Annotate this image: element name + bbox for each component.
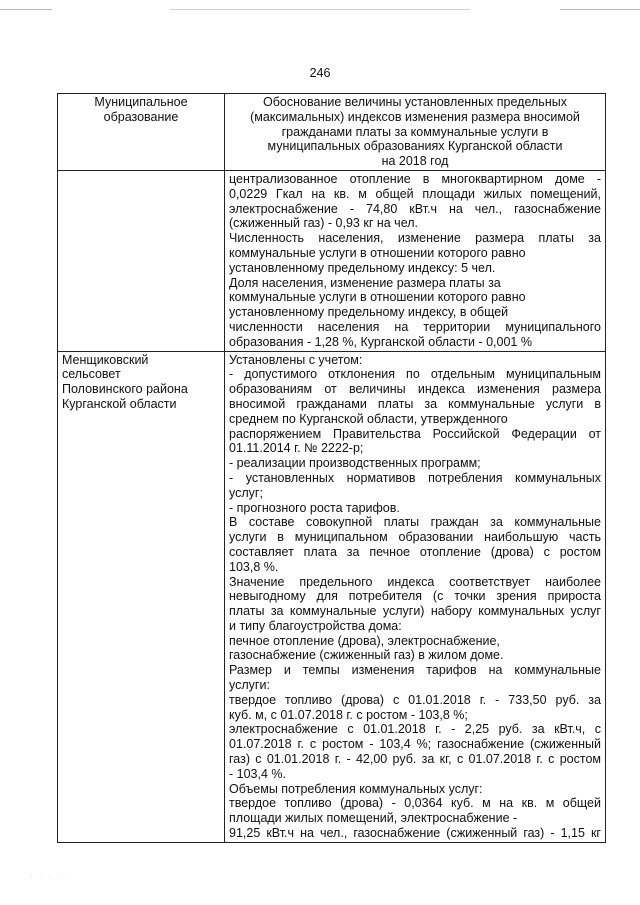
text-line: установленному предельному индексу: 5 чел. [229, 260, 496, 275]
header-line: муниципальных образованиях Курганской области [267, 139, 563, 154]
text-line: В составе совокупной платы граждан за коммунальные [229, 515, 601, 530]
text-line: Значение предельного индекса соответствует наиболее [229, 574, 601, 589]
text-line: Размер и темпы изменения тарифов на коммунальные [229, 663, 601, 678]
text-line: (сжиженный газ) - 0,93 кг на чел. [229, 216, 419, 231]
header-line: Обоснование величины установленных предельных [263, 95, 567, 109]
text-line: печное отопление (дрова), электроснабжение, [229, 633, 500, 648]
header-line: на 2018 год [381, 154, 449, 169]
text-line: услуги: [229, 678, 270, 693]
scan-noise: · · · · · [30, 872, 71, 881]
scan-artifact-line [170, 9, 470, 10]
table-row [58, 170, 606, 351]
text-line: - 103,4 %. [229, 766, 286, 781]
text-line: невыгодному для потребителя (с точки зрения прироста [229, 589, 601, 604]
municipality-name-line: Менщиковский [62, 352, 149, 367]
text-line: услуги в муниципальном образовании наибольшую часть [229, 530, 601, 545]
municipality-name-cell [58, 351, 225, 842]
table-header-row [58, 94, 606, 171]
justification-cell [225, 170, 606, 351]
municipality-name-line: сельсовет [62, 367, 121, 382]
text-line: 103,8 %. [229, 559, 279, 574]
text-line: и типу благоустройства дома: [229, 618, 402, 633]
text-line: газоснабжение (сжиженный газ) в жилом доме. [229, 648, 504, 663]
header-line: гражданами платы за коммунальные услуги в [281, 124, 549, 139]
header-municipality [58, 94, 225, 171]
text-line: распоряжением Правительства Российской Федерации от [229, 426, 601, 441]
text-line: Объемы потребления коммунальных услуг: [229, 781, 483, 796]
text-line: централизованное отопление в многоквартирном доме - [229, 171, 601, 186]
municipality-name-line: Половинского района [62, 382, 188, 397]
header-line: образование [103, 109, 179, 124]
text-line: - установленных нормативов потребления коммунальных [229, 470, 601, 485]
text-line: Доля населения, изменение размера платы за [229, 275, 501, 290]
text-line: газ) с 01.01.2018 г. - 42,00 руб. за кг, с 01.07.2018 г. с ростом [229, 752, 601, 767]
scan-artifact-line [0, 9, 52, 10]
justification-cell [225, 351, 606, 842]
text-line: составляет плата за печное отопление (дрова) с ростом [229, 544, 601, 559]
text-line: услуг; [229, 485, 263, 500]
text-line: среднем по Курганской области, утвержденного [229, 411, 508, 426]
municipality-cell-empty [58, 170, 225, 351]
text-line: электроснабжение - 74,80 кВт.ч на чел., газоснабжение [229, 201, 601, 216]
text-line: твердое топливо (дрова) с 01.01.2018 г. - 733,50 руб. за [229, 692, 601, 707]
text-line: 91,25 кВт.ч на чел., газоснабжение (сжиженный газ) - 1,15 кг [229, 826, 601, 841]
text-line: - допустимого отклонения по отдельным муниципальным [229, 367, 601, 382]
page-number: 246 [309, 66, 331, 80]
text-line: - реализации производственных программ; [229, 456, 481, 471]
text-line: электроснабжение с 01.01.2018 г. - 2,25 руб. за кВт.ч, с [229, 722, 601, 737]
header-justification [225, 94, 606, 171]
text-line: площади жилых помещений, электроснабжение - [229, 811, 518, 826]
header-line: Муниципальное [94, 95, 188, 109]
text-line: установленному предельному индексу, в общей [229, 305, 509, 320]
text-line: Установлены с учетом: [229, 352, 363, 367]
text-line: платы за коммунальные услуги) набору коммунальных услуг [229, 604, 601, 619]
text-line: вносимой гражданами платы за коммунальные услуги в [229, 396, 601, 411]
text-line: образования - 1,28 %, Курганской области - 0,001 % [229, 334, 532, 349]
text-line: твердое топливо (дрова) - 0,0364 куб. м на кв. м общей [229, 796, 601, 811]
table-row [58, 351, 606, 842]
scan-artifact-line [560, 9, 640, 10]
text-line: куб. м, с 01.07.2018 г. с ростом - 103,8 %; [229, 707, 468, 722]
text-line: 01.07.2018 г. с ростом - 103,4 %; газоснабжение (сжиженный [229, 737, 601, 752]
text-line: численности населения на территории муниципального [229, 319, 601, 334]
justification-table [57, 93, 606, 843]
text-line: 0,0229 Гкал на кв. м общей площади жилых помещений, [229, 186, 601, 201]
text-line: образованиям от величины индекса изменения размера [229, 382, 601, 397]
municipality-name-line: Курганской области [62, 396, 177, 411]
text-line: 01.11.2014 г. № 2222-р; [229, 441, 364, 456]
text-line: - прогнозного роста тарифов. [229, 500, 400, 515]
header-line: (максимальных) индексов изменения размера вносимой [250, 109, 580, 124]
text-line: коммунальные услуги в отношении которого равно [229, 290, 526, 305]
text-line: Численность населения, изменение размера платы за [229, 231, 601, 246]
text-line: коммунальные услуги в отношении которого равно [229, 245, 526, 260]
